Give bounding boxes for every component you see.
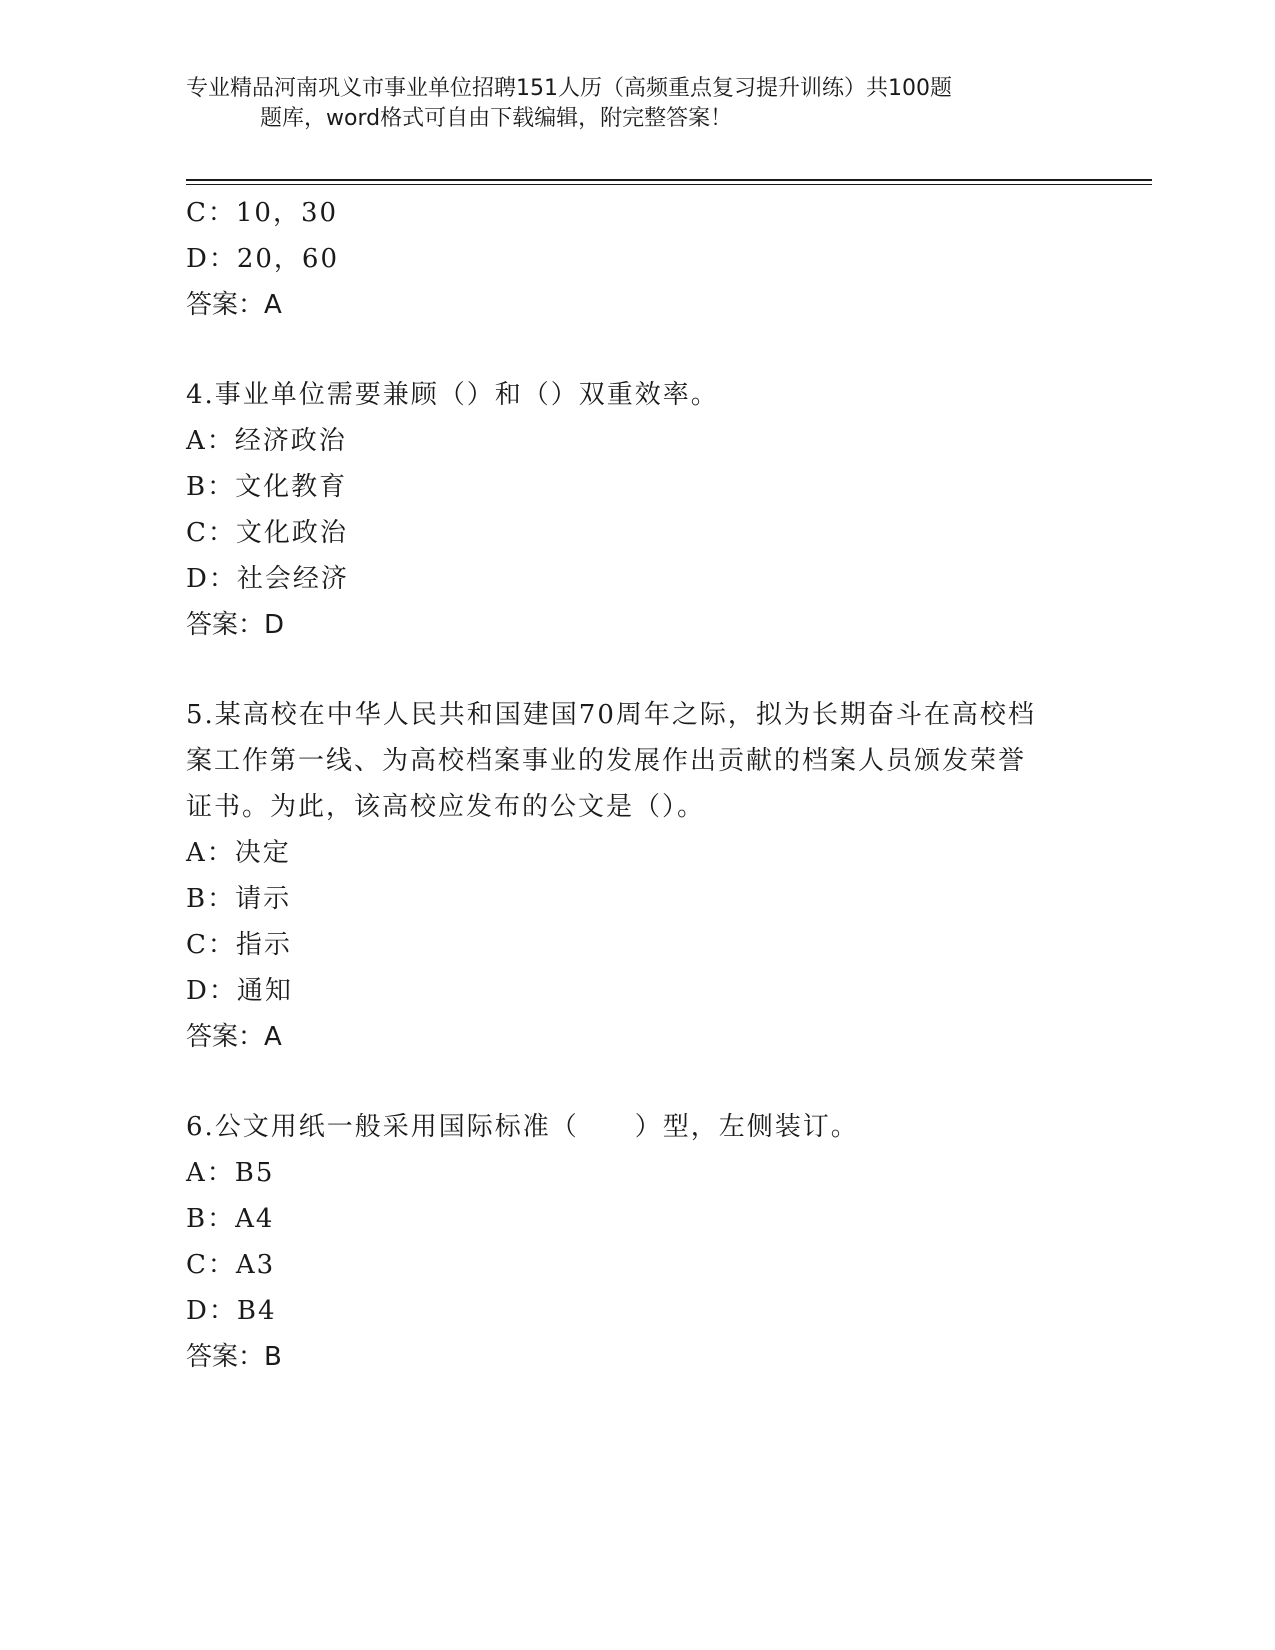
question-stem-line3: 证书。为此，该高校应发布的公文是（）。	[186, 792, 706, 822]
option-d: D：20，60	[186, 244, 340, 274]
page-header	[186, 74, 1066, 134]
question-spacer	[186, 328, 1086, 372]
option-a: A：决定	[186, 838, 291, 868]
option-d: D：通知	[186, 976, 293, 1006]
option-c: C：10，30	[186, 198, 339, 228]
header-title-line1: 专业精品河南巩义市事业单位招聘151人历（高频重点复习提升训练）共100题	[186, 76, 952, 101]
option-b: B：请示	[186, 884, 292, 914]
option-c: C：文化政治	[186, 518, 348, 548]
question-6	[186, 1104, 1086, 1380]
answer-line: 答案：A	[186, 290, 282, 320]
question-5	[186, 692, 1086, 1060]
answer-line: 答案：B	[186, 1342, 282, 1372]
option-a: A：经济政治	[186, 426, 347, 456]
question-stem: 6.公文用纸一般采用国际标准（ ）型，左侧装订。	[186, 1112, 859, 1142]
option-b: B：文化教育	[186, 472, 348, 502]
option-c: C：指示	[186, 930, 292, 960]
question-spacer	[186, 648, 1086, 692]
question-4	[186, 372, 1086, 648]
question-3	[186, 190, 1086, 328]
option-d: D：社会经济	[186, 564, 349, 594]
header-divider-thin	[186, 184, 1152, 185]
question-list	[186, 190, 1086, 1380]
option-b: B：A4	[186, 1204, 275, 1234]
answer-line: 答案：A	[186, 1022, 282, 1052]
question-spacer	[186, 1060, 1086, 1104]
option-c: C：A3	[186, 1250, 276, 1280]
question-stem-line1: 5.某高校在中华人民共和国建国70周年之际，拟为长期奋斗在高校档	[186, 700, 1036, 730]
option-d: D：B4	[186, 1296, 277, 1326]
option-a: A：B5	[186, 1158, 275, 1188]
question-stem-line2: 案工作第一线、为高校档案事业的发展作出贡献的档案人员颁发荣誉	[186, 746, 1027, 776]
question-stem: 4.事业单位需要兼顾（）和（）双重效率。	[186, 380, 719, 410]
answer-line: 答案：D	[186, 610, 285, 640]
header-divider-thick	[186, 179, 1152, 181]
header-title-line2: 题库，word格式可自由下载编辑，附完整答案！	[260, 106, 733, 131]
